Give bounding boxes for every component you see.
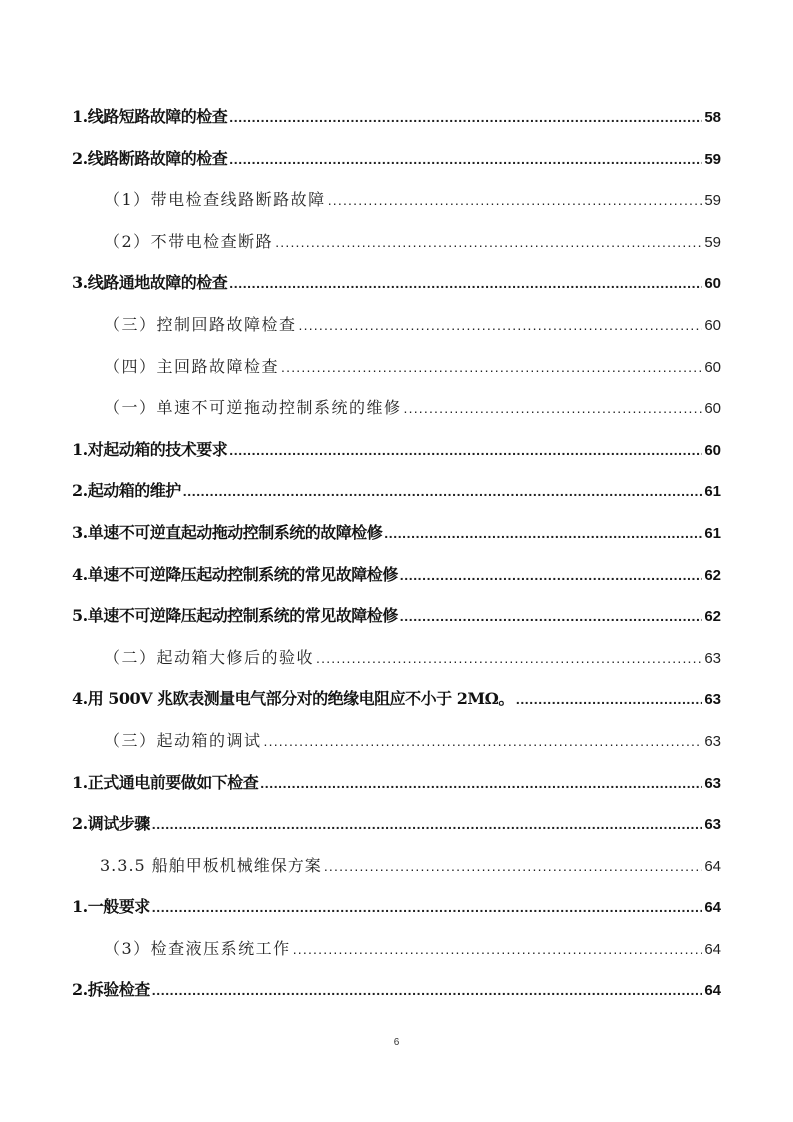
toc-entry-page: 60 (704, 400, 721, 418)
toc-entry-page: 60 (704, 358, 721, 376)
toc-entry[interactable] (72, 437, 721, 479)
toc-entry-title: （三）控制回路故障检查 (104, 314, 297, 334)
dot-leader (516, 686, 702, 712)
toc-entry-page: 63 (704, 649, 721, 667)
toc-entry[interactable] (72, 603, 721, 645)
toc-entry[interactable] (72, 187, 721, 229)
toc-entry[interactable] (72, 270, 721, 312)
toc-entry[interactable] (72, 395, 721, 437)
dot-leader (229, 146, 702, 172)
toc-entry-page: 61 (704, 524, 721, 542)
toc-entry-page: 60 (704, 316, 721, 334)
dot-leader (183, 478, 703, 504)
toc-entry-title: 2.调试步骤 (72, 814, 150, 834)
dot-leader (275, 229, 702, 255)
toc-entry[interactable] (72, 104, 721, 146)
dot-leader (260, 770, 702, 796)
toc-entry-title: 3.线路通地故障的检查 (72, 273, 228, 293)
dot-leader (400, 603, 703, 629)
dot-leader (229, 270, 702, 296)
toc-entry-page: 62 (704, 608, 721, 626)
dot-leader (299, 312, 703, 338)
toc-entry[interactable] (72, 811, 721, 853)
toc-entry[interactable] (72, 354, 721, 396)
dot-leader (229, 104, 702, 130)
toc-entry[interactable] (72, 686, 721, 728)
toc-entry[interactable] (72, 146, 721, 188)
dot-leader (281, 354, 702, 380)
toc-entry-page: 59 (704, 150, 721, 168)
dot-leader (264, 728, 703, 754)
toc-entry[interactable] (72, 977, 721, 1019)
toc-entry-title: 1.对起动箱的技术要求 (72, 439, 228, 459)
toc-entry-title: （三）起动箱的调试 (104, 730, 262, 750)
toc-entry[interactable] (72, 520, 721, 562)
toc-entry[interactable] (72, 728, 721, 770)
toc-entry-title: （一）单速不可逆拖动控制系统的维修 (104, 398, 402, 418)
toc-entry-page: 60 (704, 441, 721, 459)
toc-entry-page: 61 (704, 483, 721, 501)
toc-entry-page: 59 (704, 192, 721, 210)
toc-entry[interactable] (72, 770, 721, 812)
toc-entry-title: 3.3.5 船舶甲板机械维保方案 (100, 855, 322, 875)
dot-leader (152, 894, 703, 920)
dot-leader (152, 811, 703, 837)
toc-entry-title: 4.单速不可逆降压起动控制系统的常见故障检修 (72, 564, 398, 584)
toc-entry-title: 2.起动箱的维护 (72, 481, 181, 501)
table-of-contents (72, 104, 721, 1019)
toc-entry-title: 2.拆验检查 (72, 980, 150, 1000)
toc-entry-title: 2.线路断路故障的检查 (72, 148, 228, 168)
toc-entry-page: 64 (704, 899, 721, 917)
toc-entry[interactable] (72, 645, 721, 687)
dot-leader (229, 437, 702, 463)
dot-leader (152, 977, 703, 1003)
toc-entry-title: 1.线路短路故障的检查 (72, 107, 228, 126)
toc-entry-title: 1.一般要求 (72, 897, 150, 917)
toc-entry-title: 4.用 500V 兆欧表测量电气部分对的绝缘电阻应不小于 2MΩ。 (72, 689, 514, 709)
toc-entry[interactable] (72, 229, 721, 271)
dot-leader (404, 395, 703, 421)
toc-entry-title: （四）主回路故障检查 (104, 356, 280, 376)
toc-entry-title: （3）检查液压系统工作 (104, 938, 291, 958)
toc-entry-page: 64 (704, 857, 721, 875)
toc-entry-page: 63 (704, 774, 721, 792)
toc-entry-page: 63 (704, 691, 721, 709)
toc-entry-page: 64 (704, 940, 721, 958)
toc-entry[interactable] (72, 853, 721, 895)
toc-entry-page: 63 (704, 816, 721, 834)
dot-leader (316, 645, 702, 671)
toc-entry[interactable] (72, 562, 721, 604)
toc-entry-page: 62 (704, 566, 721, 584)
toc-entry[interactable] (72, 936, 721, 978)
toc-entry-title: （二）起动箱大修后的验收 (104, 647, 315, 667)
dot-leader (328, 187, 703, 213)
dot-leader (324, 853, 703, 879)
toc-entry-title: 3.单速不可逆直起动拖动控制系统的故障检修 (72, 522, 383, 542)
toc-entry[interactable] (72, 478, 721, 520)
dot-leader (384, 520, 702, 546)
page-number: 6 (393, 1037, 400, 1048)
toc-entry-page: 58 (704, 109, 721, 126)
toc-entry-title: （2）不带电检查断路 (104, 231, 274, 251)
toc-entry-page: 64 (704, 982, 721, 1000)
dot-leader (293, 936, 703, 962)
toc-entry[interactable] (72, 894, 721, 936)
toc-entry-page: 60 (704, 275, 721, 293)
toc-entry-page: 63 (704, 732, 721, 750)
toc-entry[interactable] (72, 312, 721, 354)
dot-leader (400, 562, 703, 588)
toc-entry-title: （1）带电检查线路断路故障 (104, 190, 326, 210)
toc-entry-page: 59 (704, 233, 721, 251)
toc-entry-title: 1.正式通电前要做如下检查 (72, 772, 259, 792)
toc-entry-title: 5.单速不可逆降压起动控制系统的常见故障检修 (72, 606, 398, 626)
